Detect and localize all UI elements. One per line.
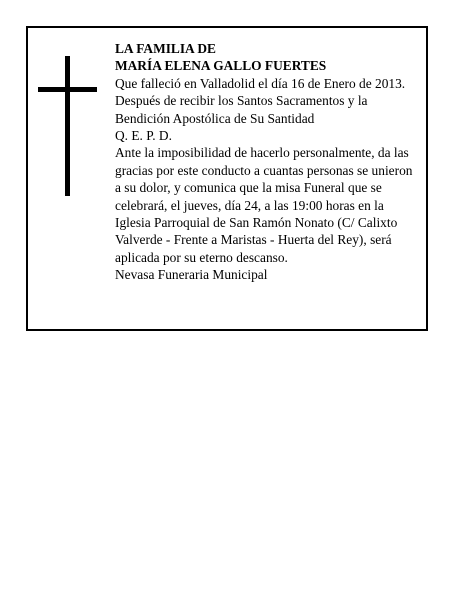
obituary-notice (26, 26, 428, 331)
notice-text (115, 40, 425, 284)
deceased-name: MARÍA ELENA GALLO FUERTES (115, 58, 327, 74)
notice-line-funeral-2: Iglesia Parroquial de San Ramón Nonato (C/ Calixto (115, 215, 398, 231)
cross-vertical-bar (65, 56, 70, 196)
notice-line-thanks-1: Ante la imposibilidad de hacerlo personalmente, da las (115, 145, 409, 161)
cross-horizontal-bar (38, 87, 97, 92)
notice-line-funeral-3: Valverde - Frente a Maristas - Huerta del Rey), será (115, 232, 392, 248)
notice-line-thanks-2: gracias por este conducto a cuantas personas se unieron (115, 162, 413, 178)
notice-line-thanks-3: a su dolor, y comunica que la misa Funeral que se (115, 180, 382, 196)
family-heading: LA FAMILIA DE (115, 41, 216, 56)
notice-line-qepd: Q. E. P. D. (115, 128, 172, 144)
funeral-home-name: Nevasa Funeraria Municipal (115, 267, 268, 283)
notice-line-sacraments: Después de recibir los Santos Sacramentos y la (115, 93, 368, 109)
notice-line-funeral-4: aplicada por su eterno descanso. (115, 249, 288, 265)
notice-line-blessing: Bendición Apostólica de Su Santidad (115, 110, 315, 126)
notice-line-death: Que falleció en Valladolid el día 16 de Enero de 2013. (115, 75, 406, 91)
notice-line-funeral-1: celebrará, el jueves, día 24, a las 19:00 horas en la (115, 197, 384, 213)
